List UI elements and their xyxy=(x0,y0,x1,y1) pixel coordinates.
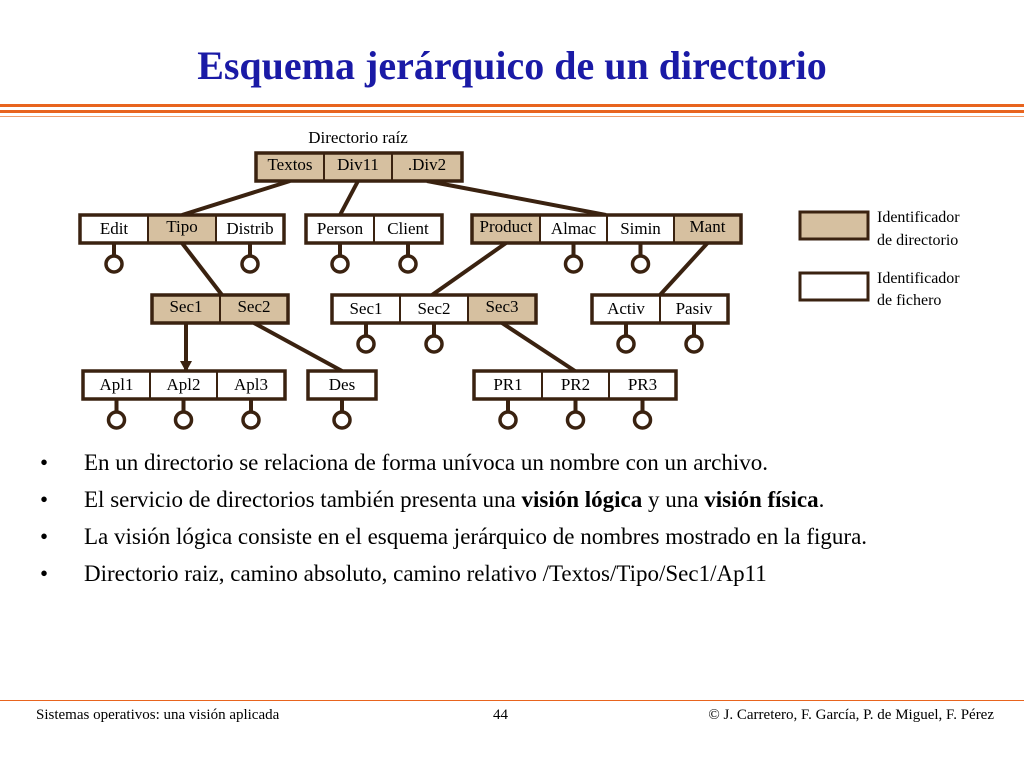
bullet-item xyxy=(40,446,990,479)
bullet-text: . xyxy=(818,487,825,512)
entry-label: Sec1 xyxy=(349,299,383,318)
legend-directory-line1: Identificador xyxy=(877,209,960,226)
entry-label: Simin xyxy=(620,219,661,238)
entry-label: Product xyxy=(479,217,533,236)
legend-file-line1: Identificador xyxy=(877,270,960,287)
legend-file-line2: de fichero xyxy=(877,292,942,309)
tree-edge xyxy=(502,323,575,371)
tree-edge xyxy=(432,243,506,295)
node-group-level2-a xyxy=(152,295,288,323)
bullet-emphasis: visión física xyxy=(704,487,819,512)
file-node-circle xyxy=(500,412,516,428)
bullet-marker: • xyxy=(40,561,49,586)
file-node-circle xyxy=(332,256,348,272)
entry-label: Sec2 xyxy=(417,299,451,318)
legend xyxy=(800,209,960,309)
file-node-circle xyxy=(109,412,125,428)
node-group-level3-b xyxy=(308,371,376,428)
node-group-level3-a xyxy=(83,371,285,428)
file-node-circle xyxy=(400,256,416,272)
node-group-level2-b xyxy=(332,295,536,352)
bullet-marker: • xyxy=(40,524,49,549)
legend-directory-line2: de directorio xyxy=(877,232,959,249)
tree-edge xyxy=(182,181,290,215)
legend-file-swatch xyxy=(800,273,868,300)
footer-divider xyxy=(0,700,1024,701)
footer-authors: © J. Carretero, F. García, P. de Miguel, F. Pérez xyxy=(708,707,994,723)
legend-directory-swatch xyxy=(800,212,868,239)
entry-label: Apl3 xyxy=(234,375,268,394)
entry-label: PR3 xyxy=(627,375,658,394)
file-node-circle xyxy=(106,256,122,272)
entry-label: Textos xyxy=(267,155,313,174)
entry-label: Edit xyxy=(99,219,129,238)
entry-label: Person xyxy=(316,219,364,238)
bullet-item xyxy=(40,483,990,516)
footer-page-number: 44 xyxy=(493,707,508,723)
entry-label: Almac xyxy=(550,219,597,238)
file-node-circle xyxy=(618,336,634,352)
entry-label: Tipo xyxy=(166,217,198,236)
file-node-circle xyxy=(243,412,259,428)
entry-label: .Div2 xyxy=(407,155,447,174)
bullet-marker: • xyxy=(40,450,49,475)
entry-label: Activ xyxy=(607,299,645,318)
file-node-circle xyxy=(635,412,651,428)
bullet-item xyxy=(40,520,990,553)
slide-title: Esquema jerárquico de un directorio xyxy=(197,43,827,88)
node-group-level2-c xyxy=(592,295,728,352)
file-node-circle xyxy=(686,336,702,352)
entry-label: Sec3 xyxy=(485,297,519,316)
entry-label: Div11 xyxy=(337,155,379,174)
file-node-circle xyxy=(242,256,258,272)
bullet-text: En un directorio se relaciona de forma unívoca un nombre con un archivo. xyxy=(84,450,769,475)
tree-edge xyxy=(340,181,358,215)
node-group-level3-c xyxy=(474,371,676,428)
entry-label: PR2 xyxy=(560,375,591,394)
bullet-text: y una xyxy=(642,487,705,512)
bullet-list xyxy=(40,444,990,594)
file-node-circle xyxy=(176,412,192,428)
node-group-level1-a xyxy=(80,215,284,272)
file-node-circle xyxy=(334,412,350,428)
node-group-level1-b xyxy=(306,215,442,272)
bullet-item xyxy=(40,557,990,590)
bullet-marker: • xyxy=(40,487,49,512)
entry-label: PR1 xyxy=(493,375,523,394)
bullet-text: La visión lógica consiste en el esquema jerárquico de nombres mostrado en la figura. xyxy=(84,524,868,549)
file-node-circle xyxy=(426,336,442,352)
root-caption: Directorio raíz xyxy=(308,128,408,147)
tree-edge xyxy=(182,243,222,295)
entry-label: Apl2 xyxy=(166,375,201,394)
entry-label: Client xyxy=(387,219,429,238)
bullet-text: Directorio raiz, camino absoluto, camino relativo /Textos/Tipo/Sec1/Ap11 xyxy=(84,561,767,586)
bullet-text: El servicio de directorios también presenta una xyxy=(84,487,522,512)
file-node-circle xyxy=(568,412,584,428)
node-group-level1-c xyxy=(472,215,741,272)
entry-label: Distrib xyxy=(226,219,274,238)
footer-book-title: Sistemas operativos: una visión aplicada xyxy=(36,707,280,723)
file-node-circle xyxy=(358,336,374,352)
tree-nodes xyxy=(80,153,741,428)
tree-edge xyxy=(254,323,342,371)
tree-edge xyxy=(427,181,606,215)
entry-label: Sec1 xyxy=(169,297,203,316)
node-group-root xyxy=(256,153,462,181)
entry-label: Des xyxy=(328,375,356,394)
entry-label: Mant xyxy=(689,217,726,236)
bullet-emphasis: visión lógica xyxy=(521,487,643,512)
tree-edge xyxy=(660,243,708,295)
entry-label: Apl1 xyxy=(99,375,134,394)
entry-label: Pasiv xyxy=(675,299,713,318)
file-node-circle xyxy=(566,256,582,272)
entry-label: Sec2 xyxy=(237,297,271,316)
file-node-circle xyxy=(633,256,649,272)
